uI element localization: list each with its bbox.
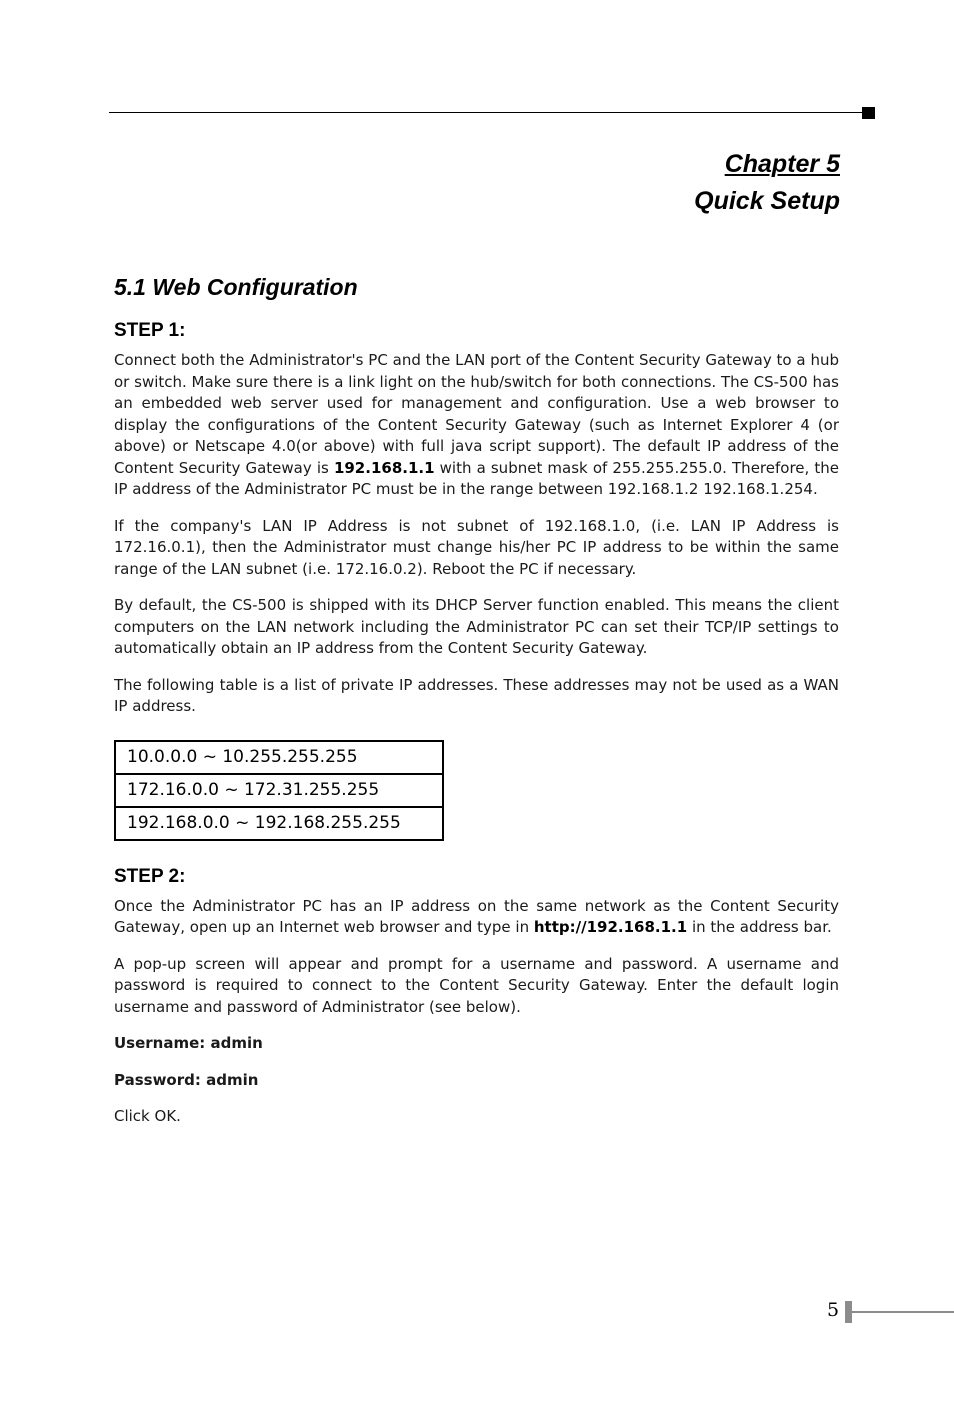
- step1-paragraph-3: By default, the CS-500 is shipped with its DHCP Server function enabled. This means the client computers on the LAN network including the Administrator PC can set their TCP/IP settings to automatically obtain an IP address from the Content Security Gateway.: [114, 596, 839, 657]
- step2-p1-text-end: in the address bar.: [687, 918, 832, 936]
- step1-paragraph-2: If the company's LAN IP Address is not subnet of 192.168.1.0, (i.e. LAN IP Address is 172.16.0.1), then the Administrator must change his/her PC IP address to be within the same range of the LAN subnet (i.e. 172.16.0.2). Reboot the PC if necessary.: [114, 516, 839, 578]
- step1-p1-text-start: Connect both the Administrator's PC and the LAN port of the Content Security Gateway to a hub or switch. Make sure there is a link light on the hub/switch for both connections. The CS-500 has an embedded web server used for management and configuration. Use a web browser to display the configurations of the Content Security Gateway (such as Internet Explorer 4 (or above) or Netscape 4.0(or above) with full java script support). The default IP address of the Content Security Gateway is: [114, 351, 839, 477]
- step1-paragraph-4: The following table is a list of private IP addresses. These addresses may not be used as a WAN IP address.: [114, 675, 839, 715]
- table-cell: 10.0.0.0 ~ 10.255.255.255: [115, 741, 443, 774]
- step2-heading: STEP 2:: [114, 865, 186, 887]
- step2-paragraph-1: [114, 896, 839, 939]
- table-cell: 172.16.0.0 ~ 172.31.255.255: [115, 774, 443, 807]
- table-row: [115, 774, 443, 807]
- private-ip-table: [114, 740, 444, 841]
- header-square-marker: [862, 107, 875, 119]
- password-line: Password: admin: [114, 1070, 259, 1089]
- page-number: 5: [827, 1299, 840, 1321]
- table-row: [115, 741, 443, 774]
- table-cell: 192.168.0.0 ~ 192.168.255.255: [115, 807, 443, 840]
- page-body: [114, 272, 839, 1143]
- step2-paragraph-2: A pop-up screen will appear and prompt for a username and password. A username and password is required to connect to the Content Security Gateway. Enter the default login username and password of Administrator (see below).: [114, 954, 839, 1016]
- chapter-number: Chapter 5: [724, 150, 840, 178]
- section-title: 5.1 Web Configuration: [114, 274, 358, 300]
- step1-paragraph-1: [114, 350, 839, 501]
- login-url: http://192.168.1.1: [533, 918, 688, 936]
- footer-bar-marker: [845, 1301, 852, 1323]
- chapter-heading: [694, 146, 840, 220]
- step2-p1-text-start: Once the Administrator PC has an IP address on the same network as the Content Security Gateway, open up an Internet web browser and type in: [114, 896, 839, 936]
- username-line: Username: admin: [114, 1034, 263, 1052]
- default-ip-address: 192.168.1.1: [333, 458, 435, 477]
- chapter-title: Quick Setup: [694, 187, 840, 215]
- step1-heading: STEP 1:: [114, 320, 186, 341]
- table-row: [115, 807, 443, 840]
- footer-rule: [852, 1311, 954, 1313]
- click-ok-line: Click OK.: [114, 1107, 181, 1125]
- header-rule: [109, 112, 865, 113]
- step1-p1-text-end: with a subnet mask of 255.255.255.0. Therefore, the IP address of the Administrator PC must be in the range between 192.168.1.2 192.168.1.254.: [114, 458, 840, 498]
